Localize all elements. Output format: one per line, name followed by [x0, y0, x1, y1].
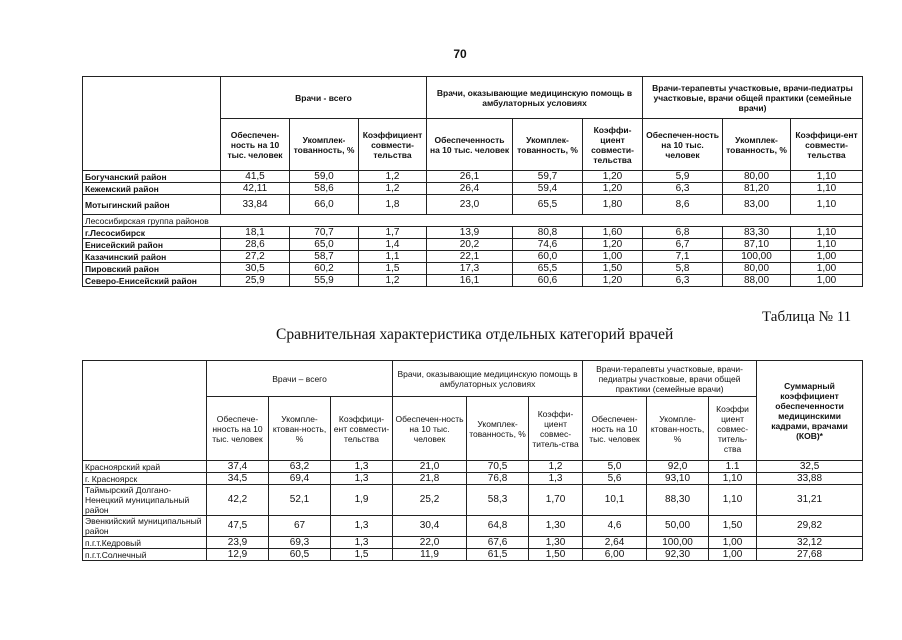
cell-value: 52,1: [269, 485, 331, 516]
cell-value: 6,3: [643, 183, 723, 195]
cell-value: 6,00: [583, 549, 647, 561]
cell-value: 1,00: [583, 251, 643, 263]
table-row: [83, 263, 863, 275]
cell-value: 6,3: [643, 275, 723, 287]
cell-value: 1,30: [529, 516, 583, 537]
cell-value: 31,21: [757, 485, 863, 516]
cell-value: 50,00: [647, 516, 709, 537]
cell-value: 1,20: [583, 239, 643, 251]
row-label: г. Красноярск: [83, 473, 207, 485]
cell-value: 1,10: [709, 473, 757, 485]
cell-value: 18,1: [221, 227, 290, 239]
cell-value: 83,30: [723, 227, 791, 239]
cell-value: 41,5: [221, 171, 290, 183]
table-physician-indicators-districts: [82, 76, 863, 287]
cell-value: 1,00: [791, 263, 863, 275]
cell-value: 67,6: [467, 537, 529, 549]
cell-value: 32,12: [757, 537, 863, 549]
cell-value: 1,3: [331, 473, 393, 485]
cell-value: 1,10: [791, 239, 863, 251]
cell-value: 61,5: [467, 549, 529, 561]
row-label: Богучанский район: [83, 171, 221, 183]
cell-value: 5,8: [643, 263, 723, 275]
table-physician-categories-comparison: [82, 360, 863, 561]
cell-value: 12,9: [207, 549, 269, 561]
table-row: [83, 227, 863, 239]
cell-value: 5,9: [643, 171, 723, 183]
cell-value: 8,6: [643, 195, 723, 215]
cell-value: 11,9: [393, 549, 467, 561]
cell-value: 1,2: [359, 171, 427, 183]
cell-value: 1,9: [331, 485, 393, 516]
cell-value: 1,4: [359, 239, 427, 251]
cell-value: 80,00: [723, 263, 791, 275]
table-title: Сравнительная характеристика отдельных категорий врачей: [276, 326, 674, 343]
cell-value: 1,3: [529, 473, 583, 485]
column-header: Обеспечен-ность на 10 тыс. человек: [643, 119, 723, 171]
cell-value: 1,70: [529, 485, 583, 516]
cell-value: 1,30: [529, 537, 583, 549]
cell-value: 60,6: [513, 275, 583, 287]
cell-value: 23,9: [207, 537, 269, 549]
cell-value: 1,20: [583, 275, 643, 287]
group-header-outpatient: Врачи, оказывающие медицинскую помощь в амбулаторных условиях: [393, 361, 583, 397]
cell-value: 1,10: [791, 171, 863, 183]
row-label: п.г.т.Кедровый: [83, 537, 207, 549]
column-header: Обеспеченность на 10 тыс. человек: [427, 119, 513, 171]
table-row: [83, 549, 863, 561]
cell-value: 59,0: [290, 171, 359, 183]
cell-value: 21,0: [393, 461, 467, 473]
cell-value: 55,9: [290, 275, 359, 287]
cell-value: 5,6: [583, 473, 647, 485]
table-row: [83, 461, 863, 473]
column-header: Обеспечен-ность на 10 тыс. человек: [221, 119, 290, 171]
cell-value: 42,2: [207, 485, 269, 516]
cell-value: 60,2: [290, 263, 359, 275]
group-header-district-therapists: Врачи-терапевты участковые, врачи-педиатры участковые, врачи общей практики (семейные врачи): [583, 361, 757, 397]
cell-value: 25,9: [221, 275, 290, 287]
table-row: [83, 516, 863, 537]
table-row: [83, 275, 863, 287]
cell-value: 76,8: [467, 473, 529, 485]
cell-value: 33,84: [221, 195, 290, 215]
cell-value: 6,8: [643, 227, 723, 239]
table-row: [83, 485, 863, 516]
column-header: Коэффици-ент совмести-тельства: [791, 119, 863, 171]
cell-value: 1,2: [529, 461, 583, 473]
cell-value: 1,2: [359, 275, 427, 287]
cell-value: 100,00: [647, 537, 709, 549]
cell-value: 27,2: [221, 251, 290, 263]
cell-value: 60,5: [269, 549, 331, 561]
cell-value: 30,4: [393, 516, 467, 537]
cell-value: 13,9: [427, 227, 513, 239]
cell-value: 63,2: [269, 461, 331, 473]
cell-value: 93,10: [647, 473, 709, 485]
cell-value: 7,1: [643, 251, 723, 263]
row-label: Кежемский район: [83, 183, 221, 195]
corner-cell: [83, 77, 221, 171]
cell-value: 17,3: [427, 263, 513, 275]
row-label: Таймырский Долгано-Ненецкий муниципальный район: [83, 485, 207, 516]
column-header: Коэффи-циент совмести-тельства: [583, 119, 643, 171]
cell-value: 5,0: [583, 461, 647, 473]
table-row: [83, 251, 863, 263]
cell-value: 1,80: [583, 195, 643, 215]
group-label: Лесосибирская группа районов: [83, 215, 863, 227]
cell-value: 37,4: [207, 461, 269, 473]
cell-value: 81,20: [723, 183, 791, 195]
group-row: [83, 215, 863, 227]
group-header-all-doctors: Врачи – всего: [207, 361, 393, 397]
cell-value: 1,5: [331, 549, 393, 561]
cell-value: 1,50: [709, 516, 757, 537]
cell-value: 2,64: [583, 537, 647, 549]
cell-value: 1,10: [791, 227, 863, 239]
cell-value: 1,10: [791, 183, 863, 195]
table-row: [83, 473, 863, 485]
cell-value: 65,5: [513, 263, 583, 275]
cell-value: 23,0: [427, 195, 513, 215]
cell-value: 83,00: [723, 195, 791, 215]
cell-value: 92,30: [647, 549, 709, 561]
cell-value: 80,00: [723, 171, 791, 183]
cell-value: 22,0: [393, 537, 467, 549]
cell-value: 26,1: [427, 171, 513, 183]
cell-value: 70,7: [290, 227, 359, 239]
cell-value: 1,50: [529, 549, 583, 561]
row-label: Енисейский район: [83, 239, 221, 251]
cell-value: 1,3: [331, 461, 393, 473]
row-label: п.г.т.Солнечный: [83, 549, 207, 561]
column-header: Обеспечен-ность на 10 тыс. человек: [393, 397, 467, 461]
cell-value: 92,0: [647, 461, 709, 473]
cell-value: 16,1: [427, 275, 513, 287]
table-row: [83, 171, 863, 183]
cell-value: 58,6: [290, 183, 359, 195]
cell-value: 1,2: [359, 183, 427, 195]
row-label: г.Лесосибирск: [83, 227, 221, 239]
column-header: Коэффи-циент совмес-титель-ства: [529, 397, 583, 461]
cell-value: 60,0: [513, 251, 583, 263]
cell-value: 1,20: [583, 183, 643, 195]
cell-value: 29,82: [757, 516, 863, 537]
cell-value: 20,2: [427, 239, 513, 251]
column-header: Коэффи циент совмес-титель-ства: [709, 397, 757, 461]
cell-value: 21,8: [393, 473, 467, 485]
column-header: Обеспечен-ность на 10 тыс. человек: [583, 397, 647, 461]
cell-value: 100,00: [723, 251, 791, 263]
cell-value: 66,0: [290, 195, 359, 215]
column-header: Укомплe-ктован-ность, %: [269, 397, 331, 461]
cell-value: 1,8: [359, 195, 427, 215]
cell-value: 65,5: [513, 195, 583, 215]
cell-value: 58,3: [467, 485, 529, 516]
table-row: [83, 537, 863, 549]
cell-value: 65,0: [290, 239, 359, 251]
cell-value: 74,6: [513, 239, 583, 251]
cell-value: 1,60: [583, 227, 643, 239]
table-row: [83, 239, 863, 251]
cell-value: 1,10: [709, 485, 757, 516]
cell-value: 70,5: [467, 461, 529, 473]
column-header: Коэффициент совмести-тельства: [359, 119, 427, 171]
row-label: Казачинский район: [83, 251, 221, 263]
cell-value: 58,7: [290, 251, 359, 263]
column-header: Обеспече-нность на 10 тыс. человек: [207, 397, 269, 461]
cell-value: 1,3: [331, 537, 393, 549]
cell-value: 64,8: [467, 516, 529, 537]
cell-value: 1,00: [791, 251, 863, 263]
cell-value: 28,6: [221, 239, 290, 251]
cell-value: 69,3: [269, 537, 331, 549]
cell-value: 1,00: [709, 549, 757, 561]
cell-value: 1,7: [359, 227, 427, 239]
cell-value: 34,5: [207, 473, 269, 485]
cell-value: 1,00: [791, 275, 863, 287]
corner-cell: [83, 361, 207, 461]
column-header: Укомплек-тованность, %: [513, 119, 583, 171]
cell-value: 47,5: [207, 516, 269, 537]
table-number-label: Таблица № 11: [762, 309, 852, 325]
row-label: Красноярский край: [83, 461, 207, 473]
cell-value: 87,10: [723, 239, 791, 251]
cell-value: 27,68: [757, 549, 863, 561]
cell-value: 88,00: [723, 275, 791, 287]
column-header: Коэффици-ент совмести-тельства: [331, 397, 393, 461]
group-header-outpatient: Врачи, оказывающие медицинскую помощь в амбулаторных условиях: [427, 77, 643, 119]
cell-value: 1,3: [331, 516, 393, 537]
cell-value: 1,5: [359, 263, 427, 275]
row-label: Пировский район: [83, 263, 221, 275]
cell-value: 4,6: [583, 516, 647, 537]
cell-value: 1,10: [791, 195, 863, 215]
table-row: [83, 183, 863, 195]
cell-value: 26,4: [427, 183, 513, 195]
cell-value: 67: [269, 516, 331, 537]
cell-value: 33,88: [757, 473, 863, 485]
cell-value: 1,1: [359, 251, 427, 263]
cell-value: 59,4: [513, 183, 583, 195]
column-header: Укомплек-тованность, %: [723, 119, 791, 171]
cell-value: 1,00: [709, 537, 757, 549]
cell-value: 80,8: [513, 227, 583, 239]
cell-value: 42,11: [221, 183, 290, 195]
group-header-all-doctors: Врачи - всего: [221, 77, 427, 119]
cell-value: 25,2: [393, 485, 467, 516]
cell-value: 10,1: [583, 485, 647, 516]
group-header-kov: Суммарный коэффициент обеспеченности медицинскими кадрами, врачами (КОВ)*: [757, 361, 863, 461]
cell-value: 32,5: [757, 461, 863, 473]
row-label: Мотыгинский район: [83, 195, 221, 215]
cell-value: 69,4: [269, 473, 331, 485]
cell-value: 1.1: [709, 461, 757, 473]
page-number: 70: [453, 47, 467, 61]
column-header: Укомплек-тованность, %: [290, 119, 359, 171]
cell-value: 1,50: [583, 263, 643, 275]
cell-value: 88,30: [647, 485, 709, 516]
column-header: Укомпле-ктован-ность, %: [647, 397, 709, 461]
row-label: Северо-Енисейский район: [83, 275, 221, 287]
table-row: [83, 195, 863, 215]
cell-value: 59,7: [513, 171, 583, 183]
cell-value: 1,20: [583, 171, 643, 183]
cell-value: 6,7: [643, 239, 723, 251]
cell-value: 30,5: [221, 263, 290, 275]
cell-value: 22,1: [427, 251, 513, 263]
row-label: Эвенкийский муниципальный район: [83, 516, 207, 537]
column-header: Укомплек-тованность, %: [467, 397, 529, 461]
group-header-district-therapists: Врачи-терапевты участковые, врачи-педиатры участковые, врачи общей практики (семейные врачи): [643, 77, 863, 119]
